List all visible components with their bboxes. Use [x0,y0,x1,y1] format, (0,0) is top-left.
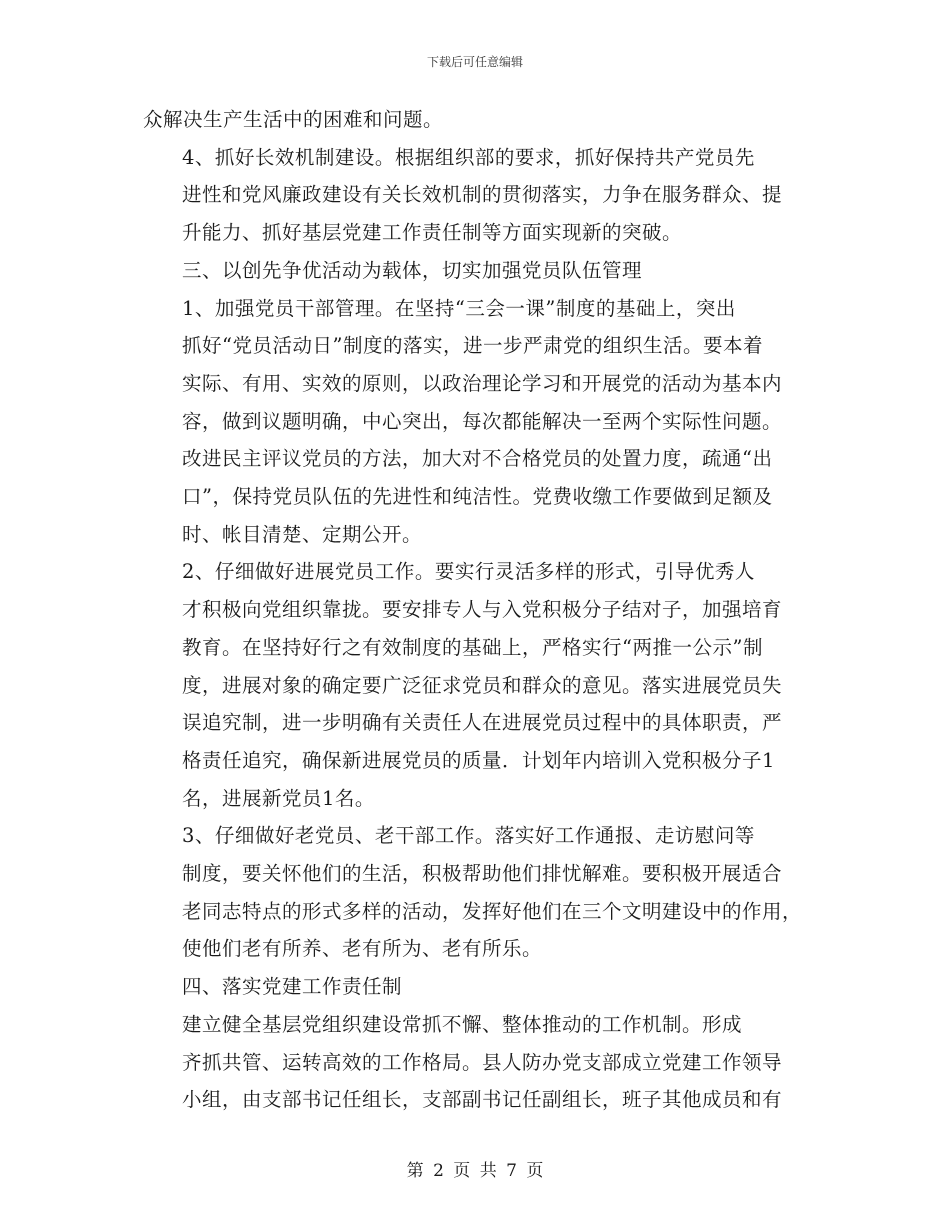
section-heading [143,968,803,1006]
text-line: 进性和党风廉政建设有关长效机制的贯彻落实，力争在服务群众、提 [182,183,783,207]
text-line: 升能力、抓好基层党建工作责任制等方面实现新的突破。 [182,221,683,245]
paragraph [143,139,803,252]
text-line: 才积极向党组织靠拢。要安排专人与入党积极分子结对子，加强培育 [182,598,783,622]
text-line: 实际、有用、实效的原则，以政治理论学习和开展党的活动为基本内 [182,371,783,395]
document-body [143,101,803,1119]
paragraph [143,553,803,817]
text-line: 抓好“党员活动日”制度的落实，进一步严肃党的组织生活。要本着 [182,334,763,358]
text-line: 四、落实党建工作责任制 [182,975,403,999]
paragraph [143,290,803,554]
page-header: 下载后可任意编辑 [426,55,523,69]
text-line: 名，进展新党员1名。 [182,786,375,810]
text-line: 建立健全基层党组织建设常抓不懈、整体推动的工作机制。形成 [182,1012,743,1036]
text-line: 齐抓共管、运转高效的工作格局。县人防办党支部成立党建工作领导 [182,1050,783,1074]
text-line: 教育。在坚持好行之有效制度的基础上，严格实行“两推一公示”制 [182,635,763,659]
text-line: 众解决生产生活中的困难和问题。 [143,108,444,131]
paragraph [143,1006,803,1119]
text-line: 误追究制，进一步明确有关责任人在进展党员过程中的具体职责，严 [182,711,783,735]
text-line: 格责任追究，确保新进展党员的质量．计划年内培训入党积极分子1 [182,748,775,772]
text-line: 2、仔细做好进展党员工作。要实行灵活多样的形式，引导优秀人 [182,560,755,584]
text-line: 3、仔细做好老党员、老干部工作。落实好工作通报、走访慰问等 [182,824,755,848]
text-line: 老同志特点的形式多样的活动，发挥好他们在三个文明建设中的作用， [182,899,803,923]
section-heading [143,252,803,290]
text-line: 时、帐目清楚、定期公开。 [182,522,423,546]
paragraph [143,817,803,968]
text-line: 容，做到议题明确，中心突出，每次都能解决一至两个实际性问题。 [182,409,783,433]
text-line: 1、加强党员干部管理。在坚持“三会一课”制度的基础上，突出 [182,296,736,320]
text-line: 使他们老有所养、老有所为、老有所乐。 [182,937,543,961]
text-line: 口”，保持党员队伍的先进性和纯洁性。党费收缴工作要做到足额及 [182,485,773,509]
page-number: 第 2 页 共 7 页 [406,1161,544,1181]
paragraph [143,101,803,139]
text-line: 小组，由支部书记任组长，支部副书记任副组长，班子其他成员和有 [182,1088,783,1112]
text-line: 制度，要关怀他们的生活，积极帮助他们排忧解难。要积极开展适合 [182,862,783,886]
text-line: 三、以创先争优活动为载体，切实加强党员队伍管理 [182,258,643,282]
text-line: 度，进展对象的确定要广泛征求党员和群众的意见。落实进展党员失 [182,673,783,697]
text-line: 改进民主评议党员的方法，加大对不合格党员的处置力度，疏通“出 [182,447,773,471]
text-line: 4、抓好长效机制建设。根据组织部的要求，抓好保持共产党员先 [182,145,755,169]
